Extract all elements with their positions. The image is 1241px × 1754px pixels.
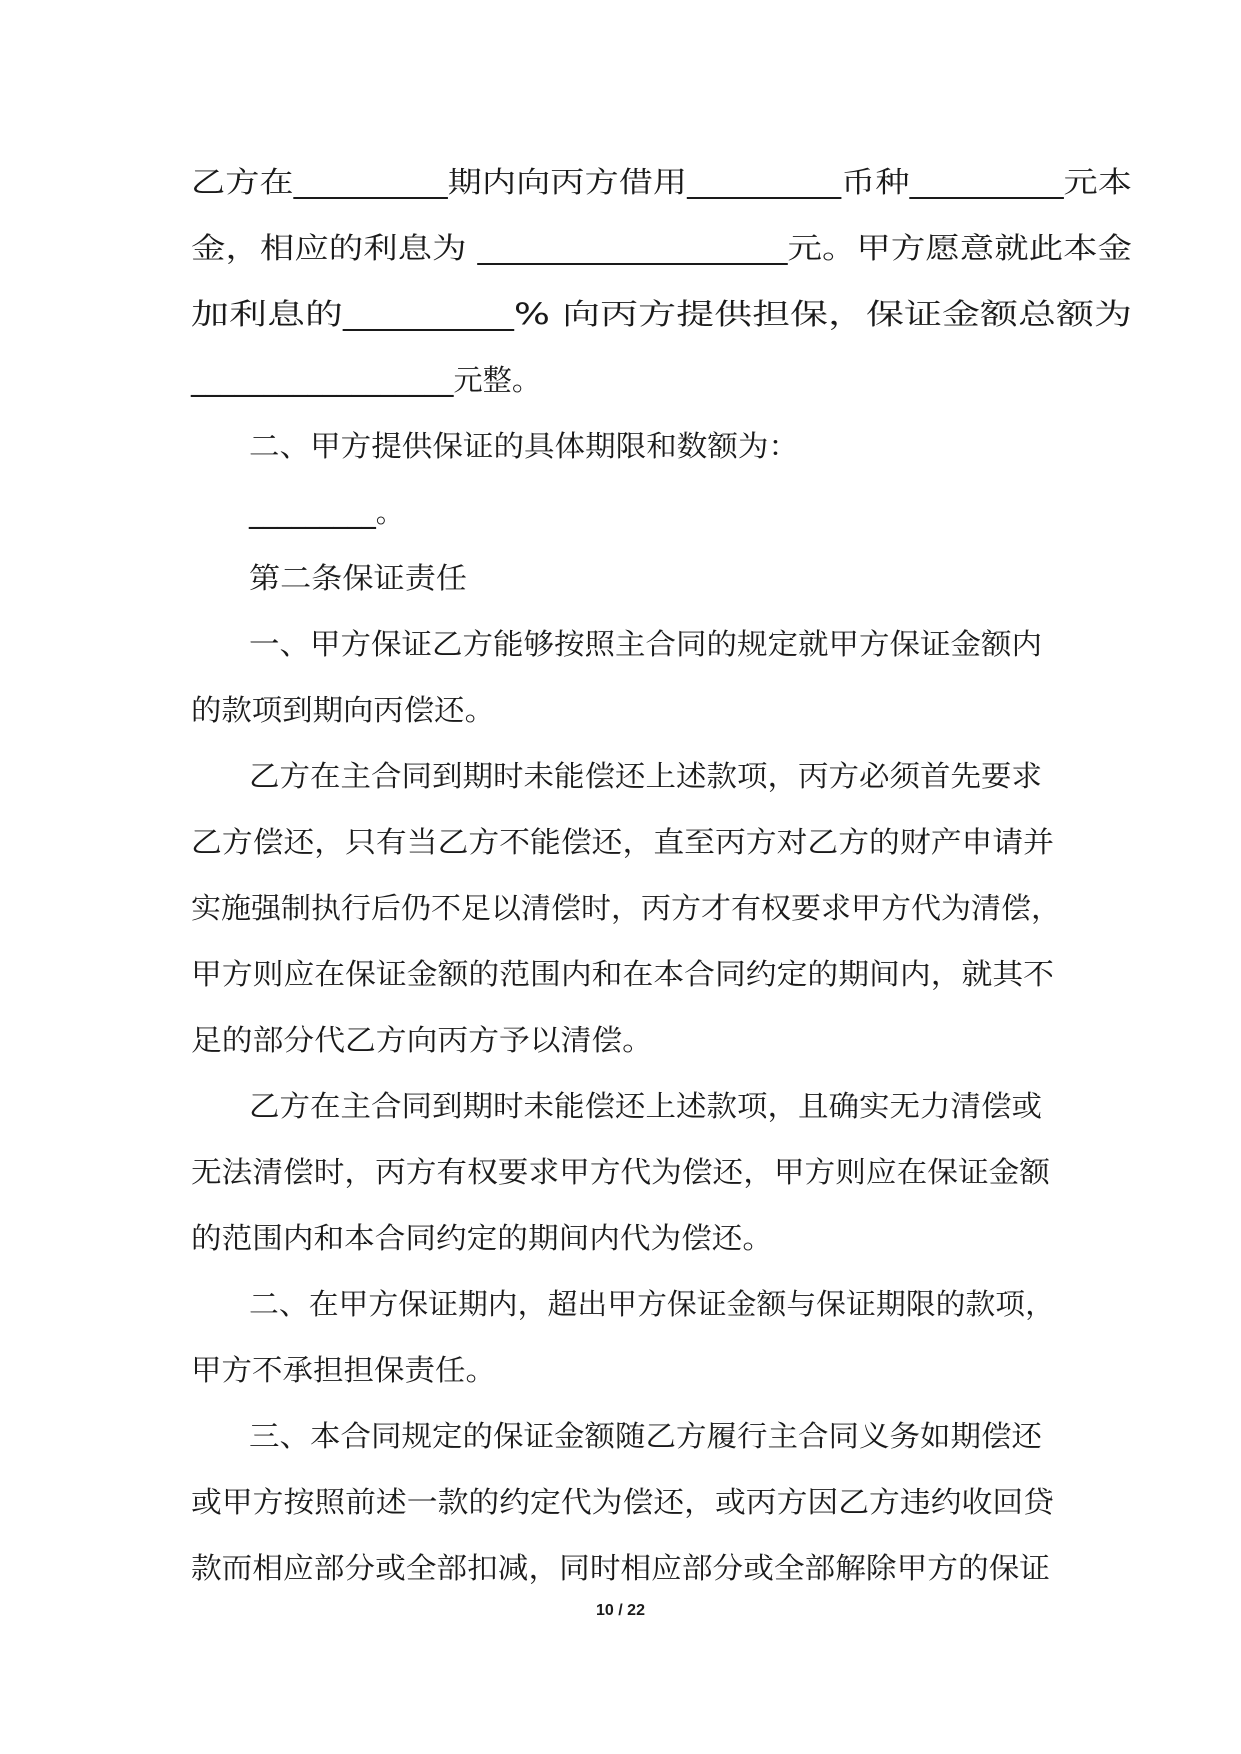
text-line: 三、本合同规定的保证金额随乙方履行主合同义务如期偿还: [249, 1419, 1042, 1453]
text-line: 乙方在主合同到期时未能偿还上述款项，丙方必须首先要求: [249, 759, 1042, 793]
text-line: 实施强制执行后仍不足以清偿时，丙方才有权要求甲方代为清偿，: [191, 891, 1061, 925]
text-line: 一、甲方保证乙方能够按照主合同的规定就甲方保证金额内: [249, 627, 1042, 661]
section-heading: 第二条保证责任: [249, 561, 467, 595]
text-line: __________________元整。: [191, 363, 541, 397]
text-line: 乙方在_________期内向丙方借用_________币种_________元本: [191, 165, 1132, 199]
text-line: 甲方则应在保证金额的范围内和在本合同约定的期间内，就其不: [191, 957, 1054, 991]
text-line: 金，相应的利息为 __________________元。甲方愿意就此本金: [191, 231, 1132, 265]
text-line: 的范围内和本合同约定的期间内代为偿还。: [191, 1221, 773, 1255]
text-line: 加利息的_________% 向丙方提供担保，保证金额总额为: [191, 297, 1132, 331]
text-line: 二、在甲方保证期内，超出甲方保证金额与保证期限的款项，: [249, 1287, 1055, 1321]
text-line: 乙方在主合同到期时未能偿还上述款项，且确实无力清偿或: [249, 1089, 1042, 1123]
text-line: 无法清偿时，丙方有权要求甲方代为偿还，甲方则应在保证金额: [191, 1155, 1050, 1189]
text-line: 的款项到期向丙偿还。: [191, 693, 496, 727]
text-line: 乙方偿还，只有当乙方不能偿还，直至丙方对乙方的财产申请并: [191, 825, 1054, 859]
text-line: 款而相应部分或全部扣减，同时相应部分或全部解除甲方的保证: [191, 1551, 1050, 1585]
text-line: 甲方不承担担保责任。: [191, 1353, 496, 1387]
text-line: _________。: [249, 495, 404, 529]
text-line: 或甲方按照前述一款的约定代为偿还，或丙方因乙方违约收回贷: [191, 1485, 1054, 1519]
text-line: 二、甲方提供保证的具体期限和数额为：: [249, 429, 799, 463]
text-line: 足的部分代乙方向丙方予以清偿。: [191, 1023, 653, 1057]
page-number: 10 / 22: [596, 1602, 645, 1619]
